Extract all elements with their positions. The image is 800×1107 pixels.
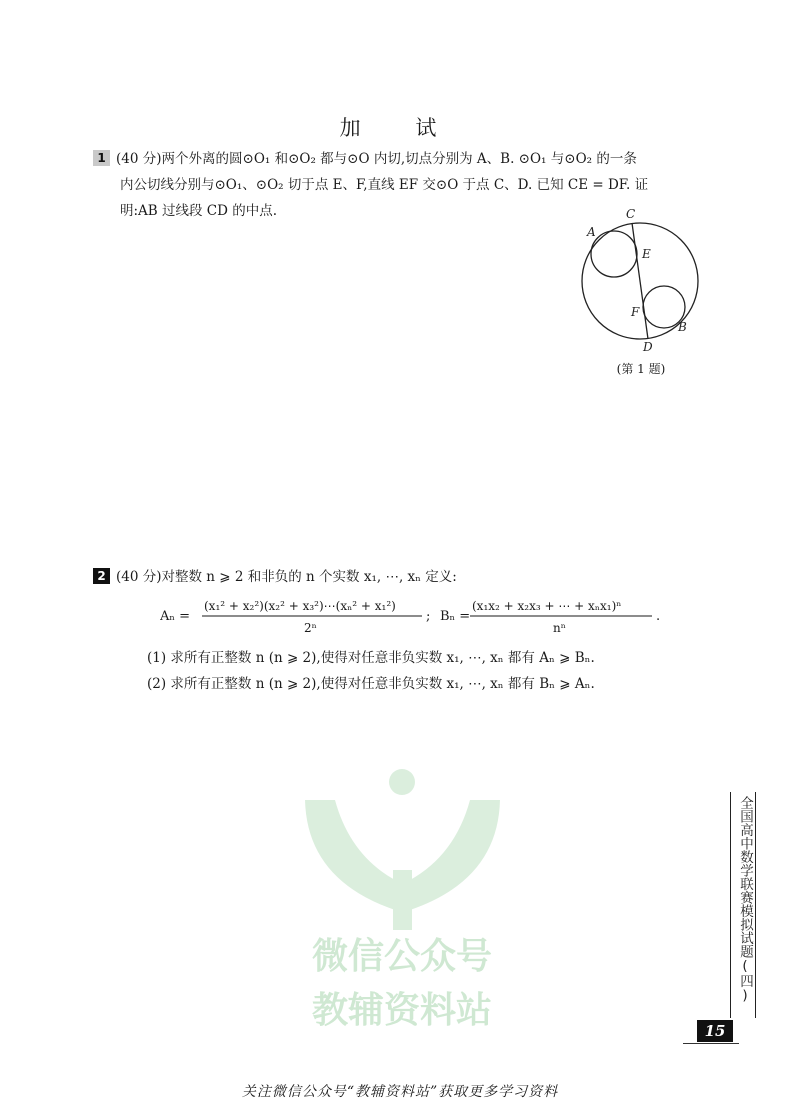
b-numerator: (x₁x₂ + x₂x₃ + ⋯ + xₙx₁)ⁿ [472,599,622,613]
page-number: 15 [697,1020,733,1042]
part-1: (1) 求所有正整数 n (n ⩾ 2),使得对任意非负实数 x₁, ⋯, xₙ 都有 Aₙ ⩾ Bₙ. [147,650,595,666]
sprout-icon [305,769,500,930]
label-c: C [626,207,636,221]
circle-o1 [591,231,637,277]
label-e: E [642,247,651,261]
footer-note: 关注微信公众号“教辅资料站”获取更多学习资料 [241,1084,559,1100]
problem-2-parts [120,645,707,697]
problem-number-badge: 1 [93,150,110,166]
footer-divider [683,1043,739,1044]
label-a: A [587,225,596,239]
label-b: B [678,320,687,334]
problem-intro: (40 分)对整数 n ⩾ 2 和非负的 n 个实数 x₁, ⋯, xₙ 定义: [116,569,457,585]
problem-text-line: (40 分)两个外离的圆⊙O₁ 和⊙O₂ 都与⊙O 内切,切点分别为 A、B. ⊙O₁ 与⊙O₂ 的一条 [116,151,637,167]
formula-separator: ; [426,609,431,624]
section-title: 加 试 [339,116,461,140]
label-d: D [643,340,653,352]
b-denominator: nⁿ [553,621,566,635]
b-lhs: Bₙ = [440,609,471,624]
problem-text-line: 明:AB 过线段 CD 的中点. [120,203,278,219]
watermark-logo [295,760,510,1040]
problem-2 [93,564,673,590]
part-2: (2) 求所有正整数 n (n ⩾ 2),使得对任意非负实数 x₁, ⋯, xₙ 都有 Bₙ ⩾ Aₙ. [147,676,595,692]
figure-caption: (第 1 题) [616,362,666,376]
sidebar-title: 全国高中数学联赛模拟试题(四) [730,792,756,1018]
a-denominator: 2ⁿ [304,621,317,635]
geometry-figure [570,206,700,352]
formula-end: . [656,609,661,624]
formula-definition [160,596,680,636]
watermark-line-1: 微信公众号 [311,936,493,977]
watermark-line-2: 教辅资料站 [311,990,493,1031]
a-numerator: (x₁² + x₂²)(x₂² + x₃²)⋯(xₙ² + x₁²) [204,599,396,613]
a-lhs: Aₙ = [160,609,191,624]
problem-number-badge: 2 [93,568,110,584]
label-f: F [631,305,640,319]
problem-text-line: 内公切线分别与⊙O₁、⊙O₂ 切于点 E、F,直线 EF 交⊙O 于点 C、D. 已知 CE = DF. 证 [120,177,649,193]
line-cd [632,223,648,339]
